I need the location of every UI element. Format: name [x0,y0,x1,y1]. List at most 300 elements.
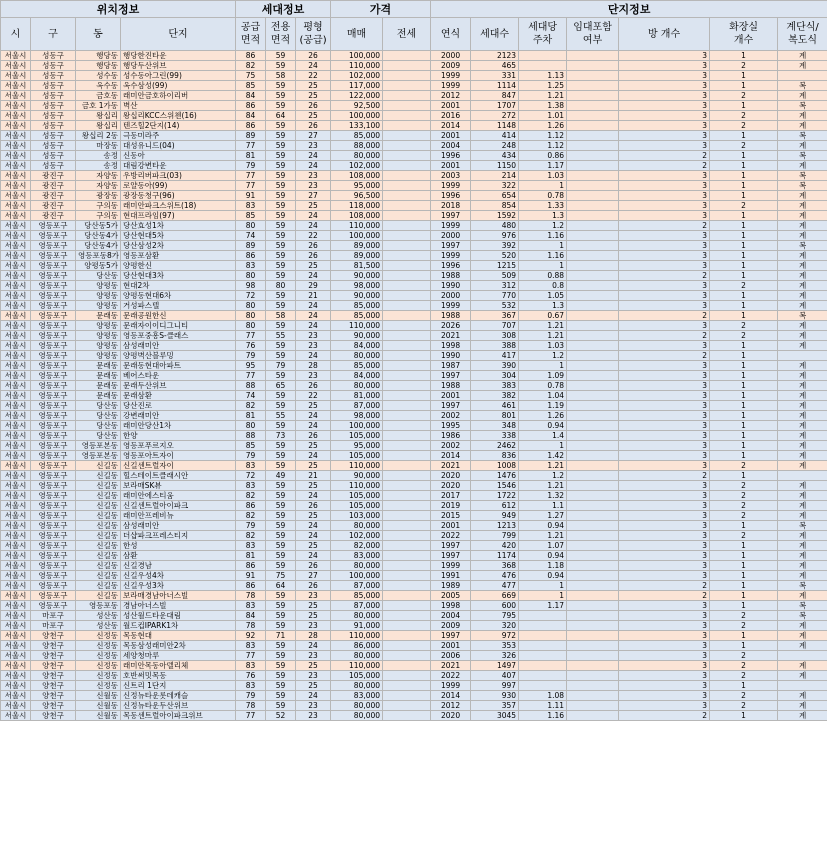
table-cell: 22 [296,71,331,81]
table-cell: 서울시 [1,531,31,541]
table-cell: 77 [236,331,266,341]
table-row [1,291,827,301]
table-cell: 1722 [471,491,519,501]
table-cell: 1 [710,391,778,401]
table-cell: 89 [236,241,266,251]
table-cell: 1996 [431,151,471,161]
table-cell: 서울시 [1,151,31,161]
table-cell: 신길동 [76,501,121,511]
table-cell: 59 [266,341,296,351]
table-cell: 1.03 [519,171,567,181]
table-cell: 래미안프레비뉴 [121,511,236,521]
table-cell: 문래두산위브 [121,381,236,391]
table-cell: 24 [296,161,331,171]
table-cell: 3 [619,611,710,621]
table-cell: 214 [471,171,519,181]
table-cell: 계 [778,221,827,231]
table-cell: 계 [778,451,827,461]
table-row [1,381,827,391]
table-cell: 80 [236,271,266,281]
table-cell [567,51,619,61]
table-cell: 래미안에스티움 [121,491,236,501]
table-cell: 1.2 [519,351,567,361]
table-cell: 서울시 [1,651,31,661]
table-cell [383,251,431,261]
table-cell: 59 [266,301,296,311]
table-cell: 계 [778,641,827,651]
table-cell: 2017 [431,491,471,501]
table-cell: 1148 [471,121,519,131]
table-cell: 2012 [431,91,471,101]
table-cell: 98,000 [331,281,383,291]
table-cell: 서울시 [1,451,31,461]
table-cell: 972 [471,631,519,641]
table-cell: 1 [710,51,778,61]
table-cell: 로얄동아(99) [121,181,236,191]
table-cell: 서울시 [1,231,31,241]
table-cell: 100,000 [331,51,383,61]
table-cell: 양천구 [31,691,76,701]
table-cell: 서울시 [1,361,31,371]
table-cell: 계 [778,421,827,431]
table-cell: 세양청마루 [121,651,236,661]
table-cell: 목동삼성래미안2차 [121,641,236,651]
table-cell: 80,000 [331,381,383,391]
table-cell [567,171,619,181]
table-cell [383,201,431,211]
table-cell: 90,000 [331,331,383,341]
table-cell: 25 [296,261,331,271]
table-cell: 81 [236,411,266,421]
table-cell: 2018 [431,201,471,211]
table-cell: 양평동 [76,301,121,311]
table-cell: 110,000 [331,461,383,471]
table-cell: 392 [471,241,519,251]
table-cell: 3 [619,241,710,251]
table-row [1,491,827,501]
table-cell: 59 [266,681,296,691]
table-cell [383,321,431,331]
table-row [1,221,827,231]
table-cell [567,141,619,151]
table-cell [383,241,431,251]
table-cell: 계 [778,111,827,121]
table-row [1,231,827,241]
table-cell: 당산동 [76,271,121,281]
table-cell: 1.3 [519,301,567,311]
table-cell: 서울시 [1,331,31,341]
table-cell: 서울시 [1,381,31,391]
table-cell: 117,000 [331,81,383,91]
table-cell [567,81,619,91]
table-cell: 1.21 [519,481,567,491]
table-cell: 신길동 [76,561,121,571]
table-cell [567,691,619,701]
table-cell: 양평벽산블루밍 [121,351,236,361]
table-cell: 서울시 [1,661,31,671]
table-cell: 59 [266,131,296,141]
table-cell: 322 [471,181,519,191]
table-cell: 85,000 [331,591,383,601]
table-cell: 3 [619,291,710,301]
table-cell: 25 [296,461,331,471]
table-cell [383,121,431,131]
table-cell: 59 [266,601,296,611]
table-cell: 707 [471,321,519,331]
table-cell: 654 [471,191,519,201]
table-cell: 1999 [431,561,471,571]
table-cell: 64 [266,581,296,591]
table-cell: 88 [236,431,266,441]
table-cell: 계 [778,91,827,101]
table-cell [383,621,431,631]
table-cell: 양천구 [31,701,76,711]
table-cell: 성동구 [31,51,76,61]
table-cell: 90,000 [331,271,383,281]
table-cell: 24 [296,531,331,541]
table-cell [383,531,431,541]
table-cell [519,651,567,661]
table-cell: 영등포구 [31,351,76,361]
table-cell: 당산현대5차 [121,231,236,241]
table-row [1,541,827,551]
table-cell: 326 [471,651,519,661]
table-cell: 83 [236,661,266,671]
table-row [1,531,827,541]
table-cell: 서울시 [1,681,31,691]
table-cell: 72 [236,291,266,301]
table-cell: 83 [236,461,266,471]
table-cell: 당산동4가 [76,231,121,241]
table-cell: 1.01 [519,111,567,121]
table-cell: 0.94 [519,421,567,431]
table-cell: 2 [710,281,778,291]
table-cell: 24 [296,301,331,311]
table-cell [383,291,431,301]
table-cell: 3 [619,101,710,111]
table-cell: 3 [619,461,710,471]
table-cell: 1 [710,561,778,571]
table-cell [383,351,431,361]
table-cell: 광장동청구(96) [121,191,236,201]
table-cell: 1 [710,71,778,81]
table-row [1,351,827,361]
table-row [1,551,827,561]
table-cell: 25 [296,81,331,91]
table-cell: 3 [619,191,710,201]
table-cell: 80,000 [331,521,383,531]
table-cell: 3 [619,91,710,101]
table-cell [383,411,431,421]
table-cell: 1 [710,361,778,371]
table-cell: 74 [236,391,266,401]
table-cell: 23 [296,171,331,181]
table-cell: 1 [519,581,567,591]
table-row [1,161,827,171]
table-cell: 600 [471,601,519,611]
table-cell: 서울시 [1,521,31,531]
table-cell: 성산동 [76,621,121,631]
table-cell: 83 [236,201,266,211]
table-cell: 105,000 [331,501,383,511]
table-cell: 1 [710,411,778,421]
table-cell: 308 [471,331,519,341]
table-cell: 2004 [431,611,471,621]
table-cell: 59 [266,251,296,261]
table-cell: 보라매경남아너스빌 [121,591,236,601]
table-cell [567,331,619,341]
table-cell: 59 [266,371,296,381]
table-cell: 서울시 [1,701,31,711]
table-cell: 1.19 [519,401,567,411]
table-cell: 1.05 [519,291,567,301]
table-cell: 영등포구 [31,461,76,471]
table-row [1,241,827,251]
group-header-complex: 단지정보 [431,1,827,18]
table-cell: 25 [296,661,331,671]
table-cell: 보라매SK뷰 [121,481,236,491]
table-cell: 59 [266,561,296,571]
table-cell: 86 [236,581,266,591]
table-cell: 801 [471,411,519,421]
table-cell: 2026 [431,321,471,331]
table-cell: 110,000 [331,481,383,491]
table-row [1,71,827,81]
table-cell: 신길센트럴아이파크 [121,501,236,511]
table-cell: 0.67 [519,311,567,321]
table-cell [567,431,619,441]
table-cell: 신길동 [76,581,121,591]
table-cell: 서울시 [1,61,31,71]
table-cell: 3 [619,501,710,511]
table-cell: 1 [710,431,778,441]
table-cell: 성동구 [31,71,76,81]
table-cell: 1 [710,161,778,171]
table-cell: 59 [266,621,296,631]
table-cell: 29 [296,281,331,291]
table-cell [383,601,431,611]
table-cell: 계 [778,461,827,471]
table-cell: 95 [236,361,266,371]
table-cell: 래미안금호하이리버 [121,91,236,101]
table-cell: 영등포구 [31,401,76,411]
table-cell: 2 [710,61,778,71]
table-cell: 80,000 [331,651,383,661]
table-cell [567,121,619,131]
table-cell: 24 [296,421,331,431]
table-cell: 당산진로 [121,401,236,411]
table-cell: 자양동 [76,171,121,181]
table-row [1,471,827,481]
table-cell: 1999 [431,251,471,261]
table-cell: 83,000 [331,551,383,561]
table-row [1,131,827,141]
table-cell [567,421,619,431]
table-cell [383,611,431,621]
table-cell: 0.94 [519,521,567,531]
table-cell: 1 [710,291,778,301]
table-cell: 59 [266,191,296,201]
table-cell: 1.21 [519,91,567,101]
table-cell: 마장동 [76,141,121,151]
table-cell: 509 [471,271,519,281]
table-cell: 2 [619,311,710,321]
table-cell: 79 [266,361,296,371]
table-cell: 영등포구 [31,291,76,301]
table-cell: 서울시 [1,351,31,361]
table-cell: 서울시 [1,441,31,451]
column-header: 화장실 개수 [710,18,778,51]
table-cell: 3 [619,81,710,91]
table-cell: 59 [266,201,296,211]
table-cell: 100,000 [331,421,383,431]
table-cell: 당산동 [76,401,121,411]
column-header: 구 [31,18,76,51]
table-cell: 59 [266,271,296,281]
table-cell: 영등포구 [31,561,76,571]
table-cell: 2005 [431,591,471,601]
table-cell: 신길동 [76,461,121,471]
table-cell [383,191,431,201]
table-row [1,691,827,701]
table-cell: 1.21 [519,331,567,341]
table-row [1,61,827,71]
table-cell: 272 [471,111,519,121]
table-cell: 25 [296,441,331,451]
table-cell: 78 [236,621,266,631]
table-row [1,611,827,621]
table-cell [567,91,619,101]
table-cell: 계 [778,661,827,671]
table-cell: 82 [236,531,266,541]
table-cell: 368 [471,561,519,571]
table-row [1,421,827,431]
table-row [1,671,827,681]
table-cell: 계 [778,561,827,571]
table-cell: 59 [266,661,296,671]
table-row [1,591,827,601]
table-cell: 서울시 [1,171,31,181]
table-cell: 계 [778,341,827,351]
table-cell: 계 [778,501,827,511]
table-row [1,701,827,711]
table-cell [567,281,619,291]
table-cell: 양천구 [31,631,76,641]
table-cell: 1 [710,471,778,481]
table-cell: 영등포구 [31,471,76,481]
table-cell: 414 [471,131,519,141]
column-header: 매매 [331,18,383,51]
table-cell: 서울시 [1,561,31,571]
table-cell: 1 [710,711,778,721]
table-cell: 85,000 [331,361,383,371]
table-cell: 420 [471,541,519,551]
table-cell: 26 [296,251,331,261]
table-row [1,141,827,151]
table-cell: 구의동 [76,201,121,211]
table-cell: 24 [296,271,331,281]
table-cell: 83 [236,601,266,611]
table-cell [383,421,431,431]
table-cell: 1215 [471,261,519,271]
table-cell: 자양동 [76,181,121,191]
table-cell: 24 [296,691,331,701]
table-cell [383,81,431,91]
table-cell: 2 [710,481,778,491]
table-row [1,371,827,381]
table-cell: 영등포구 [31,281,76,291]
table-cell: 24 [296,61,331,71]
table-cell: 59 [266,61,296,71]
table-body [1,51,827,721]
table-cell: 90,000 [331,291,383,301]
table-cell: 64 [266,111,296,121]
column-header: 전세 [383,18,431,51]
table-cell [383,591,431,601]
table-cell: 92,500 [331,101,383,111]
table-cell: 서울시 [1,311,31,321]
table-cell: 77 [236,371,266,381]
table-cell: 23 [296,341,331,351]
table-row [1,251,827,261]
table-cell [567,131,619,141]
table-cell: 55 [266,331,296,341]
table-cell: 서울시 [1,411,31,421]
table-cell: 영등포구 [31,491,76,501]
table-cell: 82 [236,401,266,411]
table-cell: 1997 [431,541,471,551]
table-cell: 서울시 [1,121,31,131]
table-cell: 847 [471,91,519,101]
table-cell: 래미안파크스위트(18) [121,201,236,211]
table-cell: 2002 [431,441,471,451]
table-cell: 1997 [431,631,471,641]
table-cell: 서울시 [1,201,31,211]
table-cell: 계 [778,191,827,201]
table-cell: 26 [296,581,331,591]
table-cell: 서울시 [1,91,31,101]
table-cell [383,551,431,561]
table-cell: 3 [619,211,710,221]
table-cell [778,681,827,691]
table-cell: 1 [710,301,778,311]
table-cell: 당산동 [76,411,121,421]
table-cell: 74 [236,231,266,241]
table-cell: 계 [778,481,827,491]
table-row [1,441,827,451]
table-cell [383,131,431,141]
table-cell: 105,000 [331,671,383,681]
table-cell: 26 [296,121,331,131]
table-cell: 1.16 [519,231,567,241]
table-cell: 27 [296,571,331,581]
table-cell: 신길동 [76,531,121,541]
table-cell: 59 [266,351,296,361]
table-cell: 대성유니드(04) [121,141,236,151]
table-cell: 영등포삼환 [121,251,236,261]
table-cell: 28 [296,631,331,641]
table-cell: 80,000 [331,611,383,621]
table-cell: 2015 [431,511,471,521]
table-row [1,641,827,651]
table-cell: 23 [296,141,331,151]
table-cell: 86 [236,51,266,61]
table-cell: 72 [236,471,266,481]
table-cell: 서울시 [1,501,31,511]
table-cell: 59 [266,321,296,331]
table-cell: 양평동 [76,281,121,291]
table-cell: 2 [619,161,710,171]
